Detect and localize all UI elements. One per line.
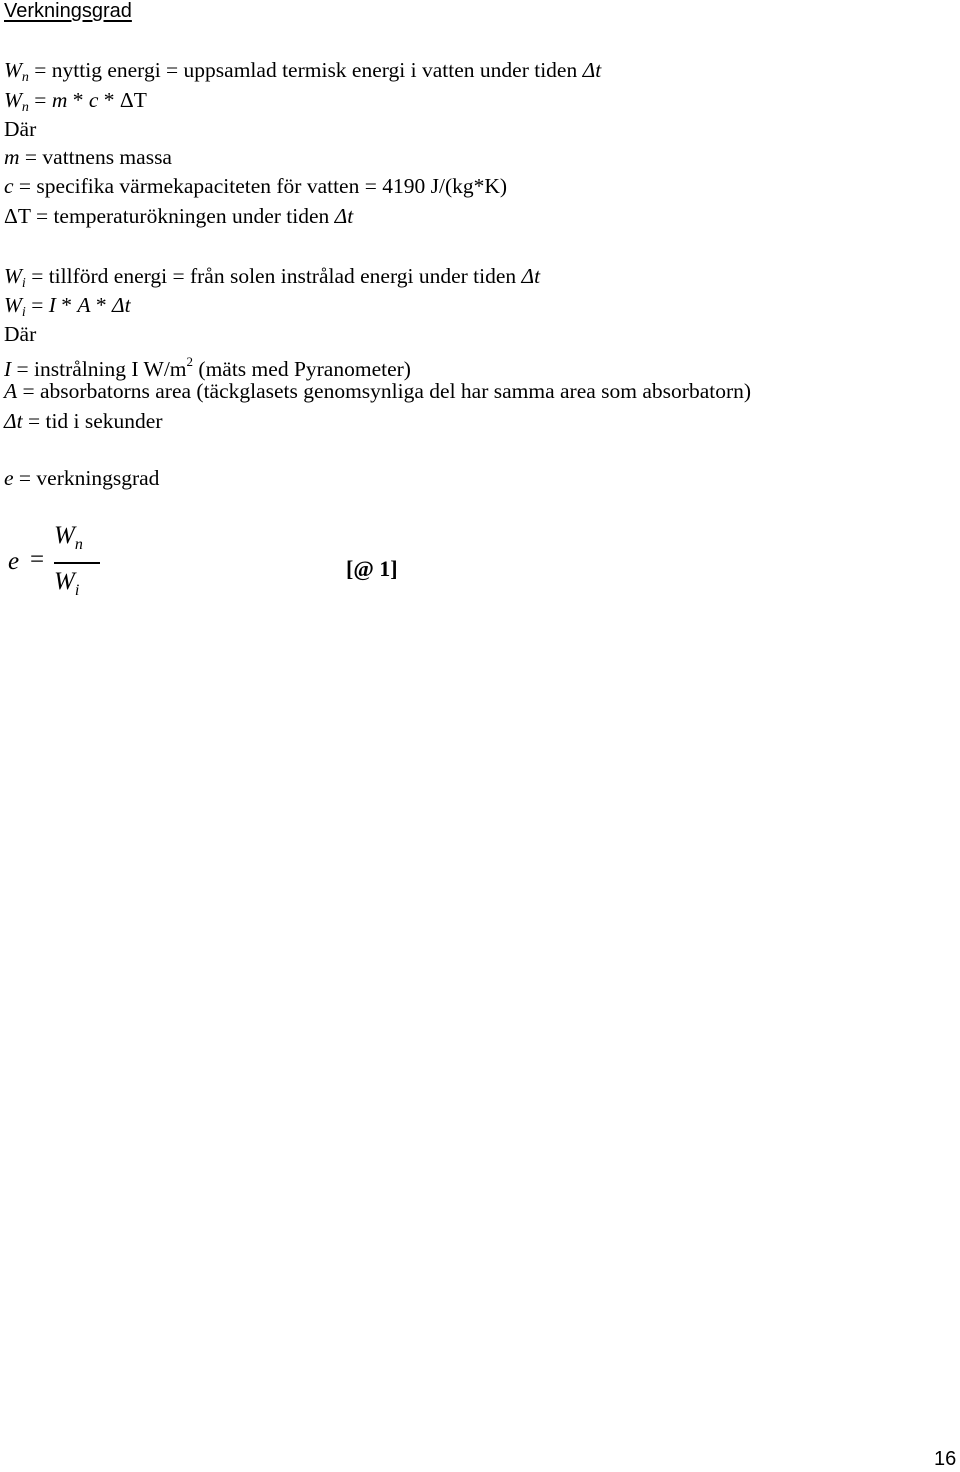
e-definition [4,464,159,492]
I-definition-text-2: (mäts med Pyranometer) [193,357,411,381]
equals: = [28,88,52,112]
page-number: 16 [934,1448,957,1470]
symbol-c: c [4,174,14,198]
symbol-w: W [4,88,22,112]
fraction-bar [54,562,100,564]
times: * [90,293,113,317]
times: * [98,88,120,112]
symbol-m: m [51,88,68,112]
formula-denominator [54,568,79,600]
delta-T: ΔT [4,204,31,228]
I-definition-text: = instrålning I W/m [11,357,187,381]
dt-definition [4,407,163,435]
subscript-i: i [21,276,26,291]
formula-lhs: e [8,548,20,575]
A-definition [4,377,751,405]
symbol-I: I [4,357,12,381]
equals: = [25,293,49,317]
wn-definition-text: = nyttig energi = uppsamlad termisk energi i vatten under tiden [28,58,583,82]
where-label: Där [4,322,37,346]
delta-t: Δt [112,293,131,317]
delta-t: Δt [4,409,23,433]
formula-equals: = [30,546,45,573]
delta-T: ΔT [119,88,147,112]
delta-t: Δt [521,264,541,288]
m-definition [4,143,172,171]
superscript-2: 2 [186,354,194,369]
page-title: Verkningsgrad [4,0,132,22]
c-definition [4,172,507,200]
subscript-n: n [21,100,29,115]
symbol-w: W [54,568,75,595]
symbol-A: A [77,293,91,317]
reference-marker: [@ 1] [346,556,398,581]
times: * [67,88,89,112]
dT-definition-text: = temperaturökningen under tiden [30,204,335,228]
e-definition-text: = verkningsgrad [13,466,160,490]
m-definition-text: = vattnens massa [19,145,172,169]
subscript-i: i [21,305,26,320]
delta-t: Δt [582,58,602,82]
times: * [55,293,78,317]
symbol-w: W [54,522,75,549]
subscript-n: n [74,536,83,553]
delta-t: Δt [334,204,354,228]
symbol-e: e [4,466,14,490]
c-definition-text: = specifika värmekapaciteten för vatten = 4190 J/(kg*K) [13,174,508,198]
efficiency-formula [8,522,118,607]
A-definition-text: = absorbatorns area (täckglasets genomsynliga del har samma area som absorbatorn) [17,379,752,403]
symbol-I: I [48,293,56,317]
subscript-i: i [74,582,80,599]
symbol-m: m [4,145,20,169]
where-label: Där [4,117,37,141]
symbol-w: W [4,58,22,82]
dT-definition [4,202,353,230]
symbol-c: c [88,88,99,112]
subscript-n: n [21,70,29,85]
symbol-w: W [4,264,22,288]
formula-numerator [54,522,83,554]
wi-definition-text: = tillförd energi = från solen instrålad energi under tiden [25,264,522,288]
symbol-A: A [4,379,18,403]
symbol-w: W [4,293,22,317]
dt-definition-text: = tid i sekunder [22,409,163,433]
